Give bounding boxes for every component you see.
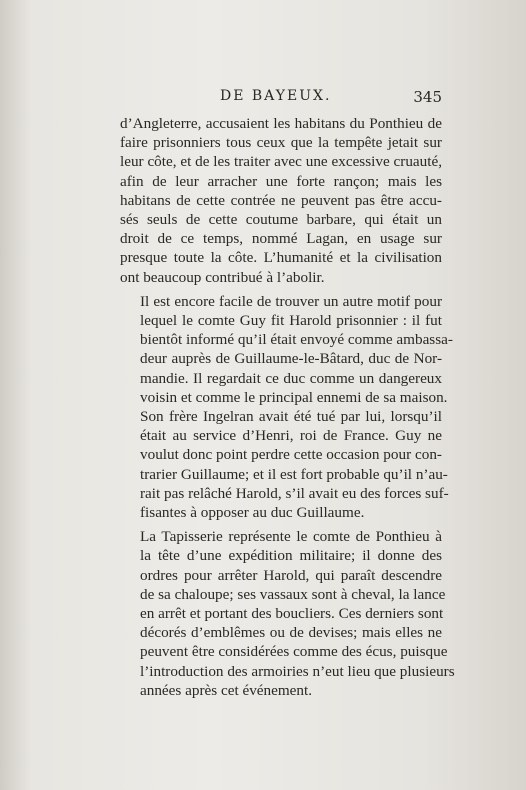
text-line: Son frère Ingelran avait été tué par lui, lorsqu’il: [140, 408, 442, 426]
text-line: ordres pour arrêter Harold, qui paraît descendre: [140, 566, 442, 584]
text-line: voisin et comme le principal ennemi de sa maison.: [140, 388, 448, 406]
text-line: de sa chaloupe; ses vassaux sont à cheval, la lance: [140, 585, 446, 603]
paragraph-3: [120, 527, 455, 700]
text-line: décorés d’emblêmes ou de devises; mais elles ne: [140, 624, 442, 642]
text-line: Il est encore facile de trouver un autre motif pour: [140, 292, 442, 310]
text-line: faire prisonniers tous ceux que la tempête jetait sur: [120, 134, 442, 152]
paragraph-2: [120, 292, 453, 522]
text-line: était au service d’Henri, roi de France. Guy ne: [140, 427, 442, 445]
text-line: d’Angleterre, accusaient les habitans du Ponthieu de: [120, 115, 442, 132]
text-line: mandie. Il regardait ce duc comme un dangereux: [140, 369, 442, 387]
body-text: [120, 114, 455, 700]
text-line: peuvent être considérées comme des écus, puisque: [140, 643, 448, 661]
text-line: afin de leur arracher une forte rançon; mais les: [120, 172, 442, 190]
text-line: droit de ce temps, nommé Lagan, en usage sur: [120, 230, 442, 248]
text-line: l’introduction des armoiries n’eut lieu que plusieurs: [140, 662, 455, 680]
text-line: presque toute la côte. L’humanité et la civilisation: [120, 249, 442, 267]
text-line: ont beaucoup contribué à l’abolir.: [120, 268, 325, 286]
text-line: rait pas relâché Harold, s’il avait eu des forces suf-: [140, 484, 449, 502]
text-line: voulut donc point perdre cette occasion pour con-: [140, 446, 442, 464]
text-line: deur auprès de Guillaume-le-Bâtard, duc de Nor-: [140, 350, 442, 368]
text-line: en arrêt et portant des boucliers. Ces derniers sont: [140, 605, 444, 623]
text-line: lequel le comte Guy fit Harold prisonnier : il fut: [140, 312, 442, 330]
text-line: sés seuls de cette coutume barbare, qui était un: [120, 211, 442, 229]
page-number: 345: [413, 88, 442, 106]
page-header: [120, 88, 442, 108]
running-title: DE BAYEUX.: [220, 88, 332, 104]
text-line: années après cet événement.: [140, 681, 313, 699]
text-line: habitans de cette contrée ne peuvent pas être accu-: [120, 191, 442, 209]
paragraph-1: [120, 114, 442, 287]
text-line: la tête d’une expédition militaire; il donne des: [140, 547, 442, 565]
text-line: leur côte, et de les traiter avec une excessive cruauté,: [120, 153, 442, 171]
text-line: bientôt informé qu’il était envoyé comme ambassa-: [140, 331, 453, 349]
text-line: fisantes à opposer au duc Guillaume.: [140, 504, 365, 522]
text-line: La Tapisserie représente le comte de Ponthieu à: [140, 528, 442, 546]
text-line: trarier Guillaume; et il est fort probable qu’il n’au-: [140, 465, 448, 483]
